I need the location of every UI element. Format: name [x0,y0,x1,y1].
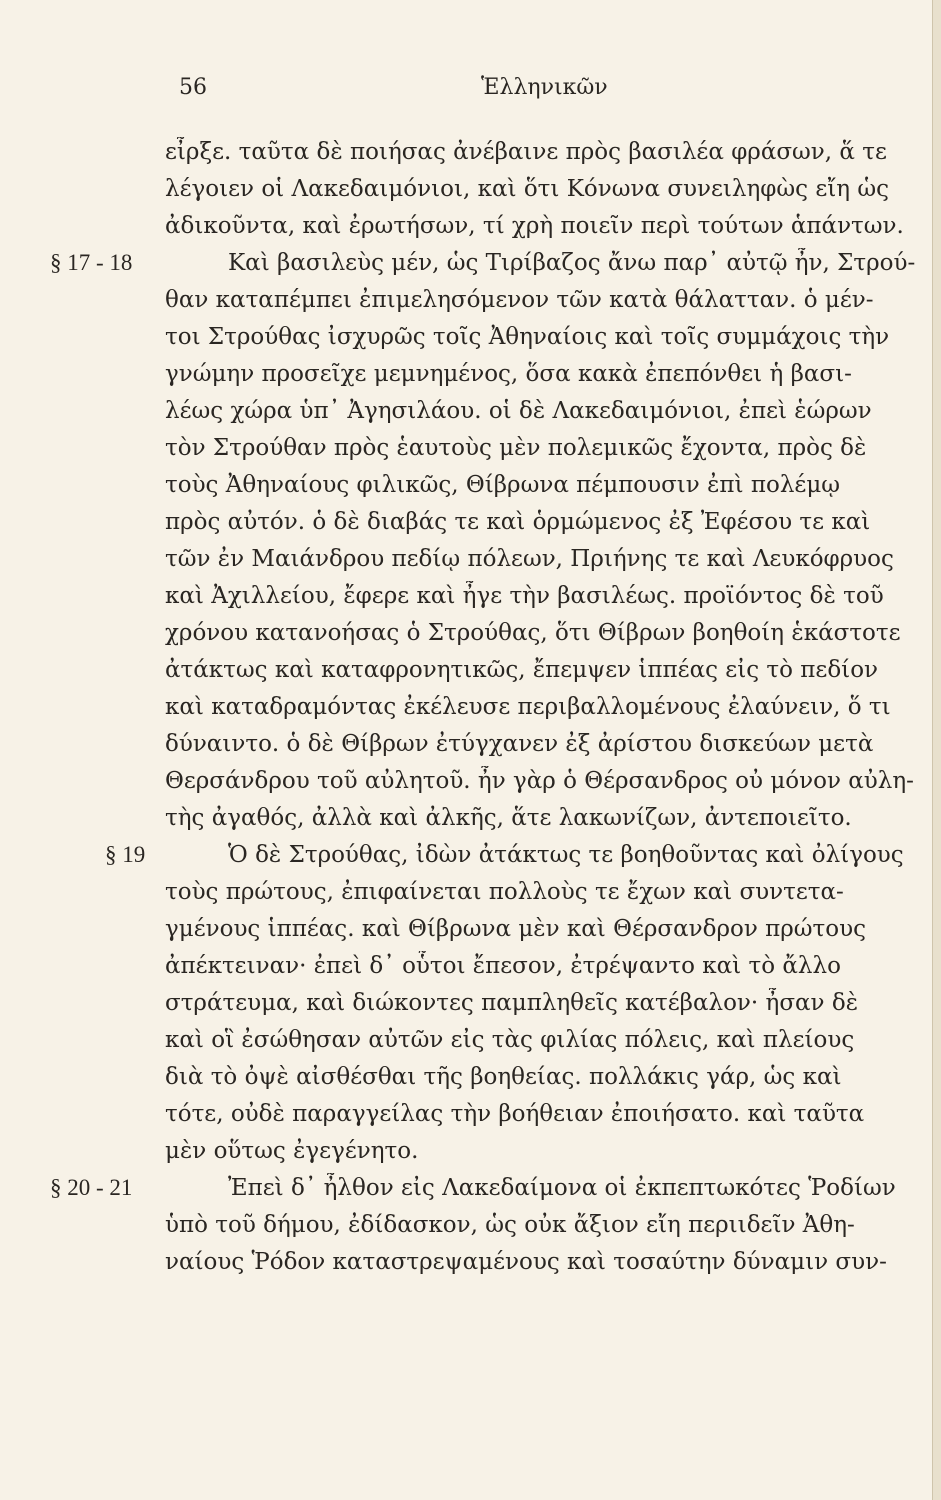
text-line: στράτευμα, καὶ διώκοντες παμπληθεῖς κατέβαλον· ἦσαν δὲ [165,990,859,1016]
text-line: τῶν ἐν Μαιάνδρου πεδίῳ πόλεων, Πριήνης τε καὶ Λευκόφρυος [165,546,894,572]
text-line: γνώμην προσεῖχε μεμνημένος, ὅσα κακὰ ἐπεπόνθει ἡ βασι- [165,361,852,387]
text-line: χρόνου κατανοήσας ὁ Στρούθας, ὅτι Θίβρων βοηθοίη ἑκάστοτε [165,620,901,646]
text-line: ὑπὸ τοῦ δήμου, ἐδίδασκον, ὡς οὐκ ἄξιον εἴη περιιδεῖν Ἀθη- [165,1212,855,1238]
text-line: τοὺς Ἀθηναίους φιλικῶς, Θίβρωνα πέμπουσιν ἐπὶ πολέμῳ [165,472,841,498]
running-title: Ἑλληνικῶν [481,75,608,100]
text-line: καὶ καταδραμόντας ἐκέλευσε περιβαλλομένους ἐλαύνειν, ὅ τι [165,694,891,720]
text-line: Ἐπεὶ δ᾽ ἦλθον εἰς Λακεδαίμονα οἱ ἐκπεπτωκότες Ῥοδίων [228,1175,896,1201]
text-line: γμένους ἱππέας. καὶ Θίβρωνα μὲν καὶ Θέρσανδρον πρώτους [165,916,866,942]
text-line: λέως χώρα ὑπ᾽ Ἀγησιλάου. οἱ δὲ Λακεδαιμόνιοι, ἐπεὶ ἑώρων [165,398,872,424]
text-line: Θερσάνδρου τοῦ αὐλητοῦ. ἦν γὰρ ὁ Θέρσανδρος οὐ μόνον αὐλη- [165,768,914,794]
text-line: ἀπέκτειναν· ἐπεὶ δ᾽ οὗτοι ἔπεσον, ἐτρέψαντο καὶ τὸ ἄλλο [165,953,841,979]
text-line: τοι Στρούθας ἰσχυρῶς τοῖς Ἀθηναίοις καὶ τοῖς συμμάχοις τὴν [165,324,890,350]
text-line: θαν καταπέμπει ἐπιμελησόμενον τῶν κατὰ θάλατταν. ὁ μέν- [165,287,874,313]
page-number: 56 [179,75,207,100]
text-line: καὶ Ἀχιλλείου, ἔφερε καὶ ἦγε τὴν βασιλέως. προϊόντος δὲ τοῦ [165,583,884,609]
text-line: ναίους Ῥόδον καταστρεψαμένους καὶ τοσαύτην δύναμιν συν- [165,1249,887,1275]
text-line: Ὁ δὲ Στρούθας, ἰδὼν ἀτάκτως τε βοηθοῦντας καὶ ὀλίγους [228,842,904,868]
text-line: ἀδικοῦντα, καὶ ἐρωτήσων, τί χρὴ ποιεῖν περὶ τούτων ἁπάντων. [165,213,904,239]
text-line: τότε, οὐδὲ παραγγείλας τὴν βοήθειαν ἐποιήσατο. καὶ ταῦτα [165,1101,865,1127]
text-line: πρὸς αὐτόν. ὁ δὲ διαβάς τε καὶ ὁρμώμενος ἐξ Ἐφέσου τε καὶ [165,509,871,535]
text-line: μὲν οὕτως ἐγεγένητο. [165,1138,419,1164]
text-line: δύναιντο. ὁ δὲ Θίβρων ἐτύγχανεν ἐξ ἀρίστου δισκεύων μετὰ [165,731,874,757]
text-line: διὰ τὸ ὀψὲ αἰσθέσθαι τῆς βοηθείας. πολλάκις γάρ, ὡς καὶ [165,1064,842,1090]
text-line: τὴς ἀγαθός, ἀλλὰ καὶ ἀλκῆς, ἅτε λακωνίζων, ἀντεποιεῖτο. [165,805,852,831]
page-edge [932,0,941,1500]
text-line: λέγοιεν οἱ Λακεδαιμόνιοι, καὶ ὅτι Κόνωνα συνειληφὼς εἴη ὡς [165,176,889,202]
text-line: τοὺς πρώτους, ἐπιφαίνεται πολλοὺς τε ἔχων καὶ συντετα- [165,879,844,905]
text-line: εἶρξε. ταῦτα δὲ ποιήσας ἀνέβαινε πρὸς βασιλέα φράσων, ἅ τε [165,139,887,165]
section-marker: § 19 [105,842,146,867]
text-line: καὶ οἳ ἐσώθησαν αὐτῶν εἰς τὰς φιλίας πόλεις, καὶ πλείους [165,1027,855,1053]
section-marker: § 20 - 21 [50,1175,133,1200]
text-line: ἀτάκτως καὶ καταφρονητικῶς, ἔπεμψεν ἱππέας εἰς τὸ πεδίον [165,657,879,683]
section-marker: § 17 - 18 [50,250,133,275]
text-line: Καὶ βασιλεὺς μέν, ὡς Τιρίβαζος ἄνω παρ᾽ αὐτῷ ἦν, Στρού- [228,250,916,276]
text-line: τὸν Στρούθαν πρὸς ἑαυτοὺς μὲν πολεμικῶς ἔχοντα, πρὸς δὲ [165,435,867,461]
